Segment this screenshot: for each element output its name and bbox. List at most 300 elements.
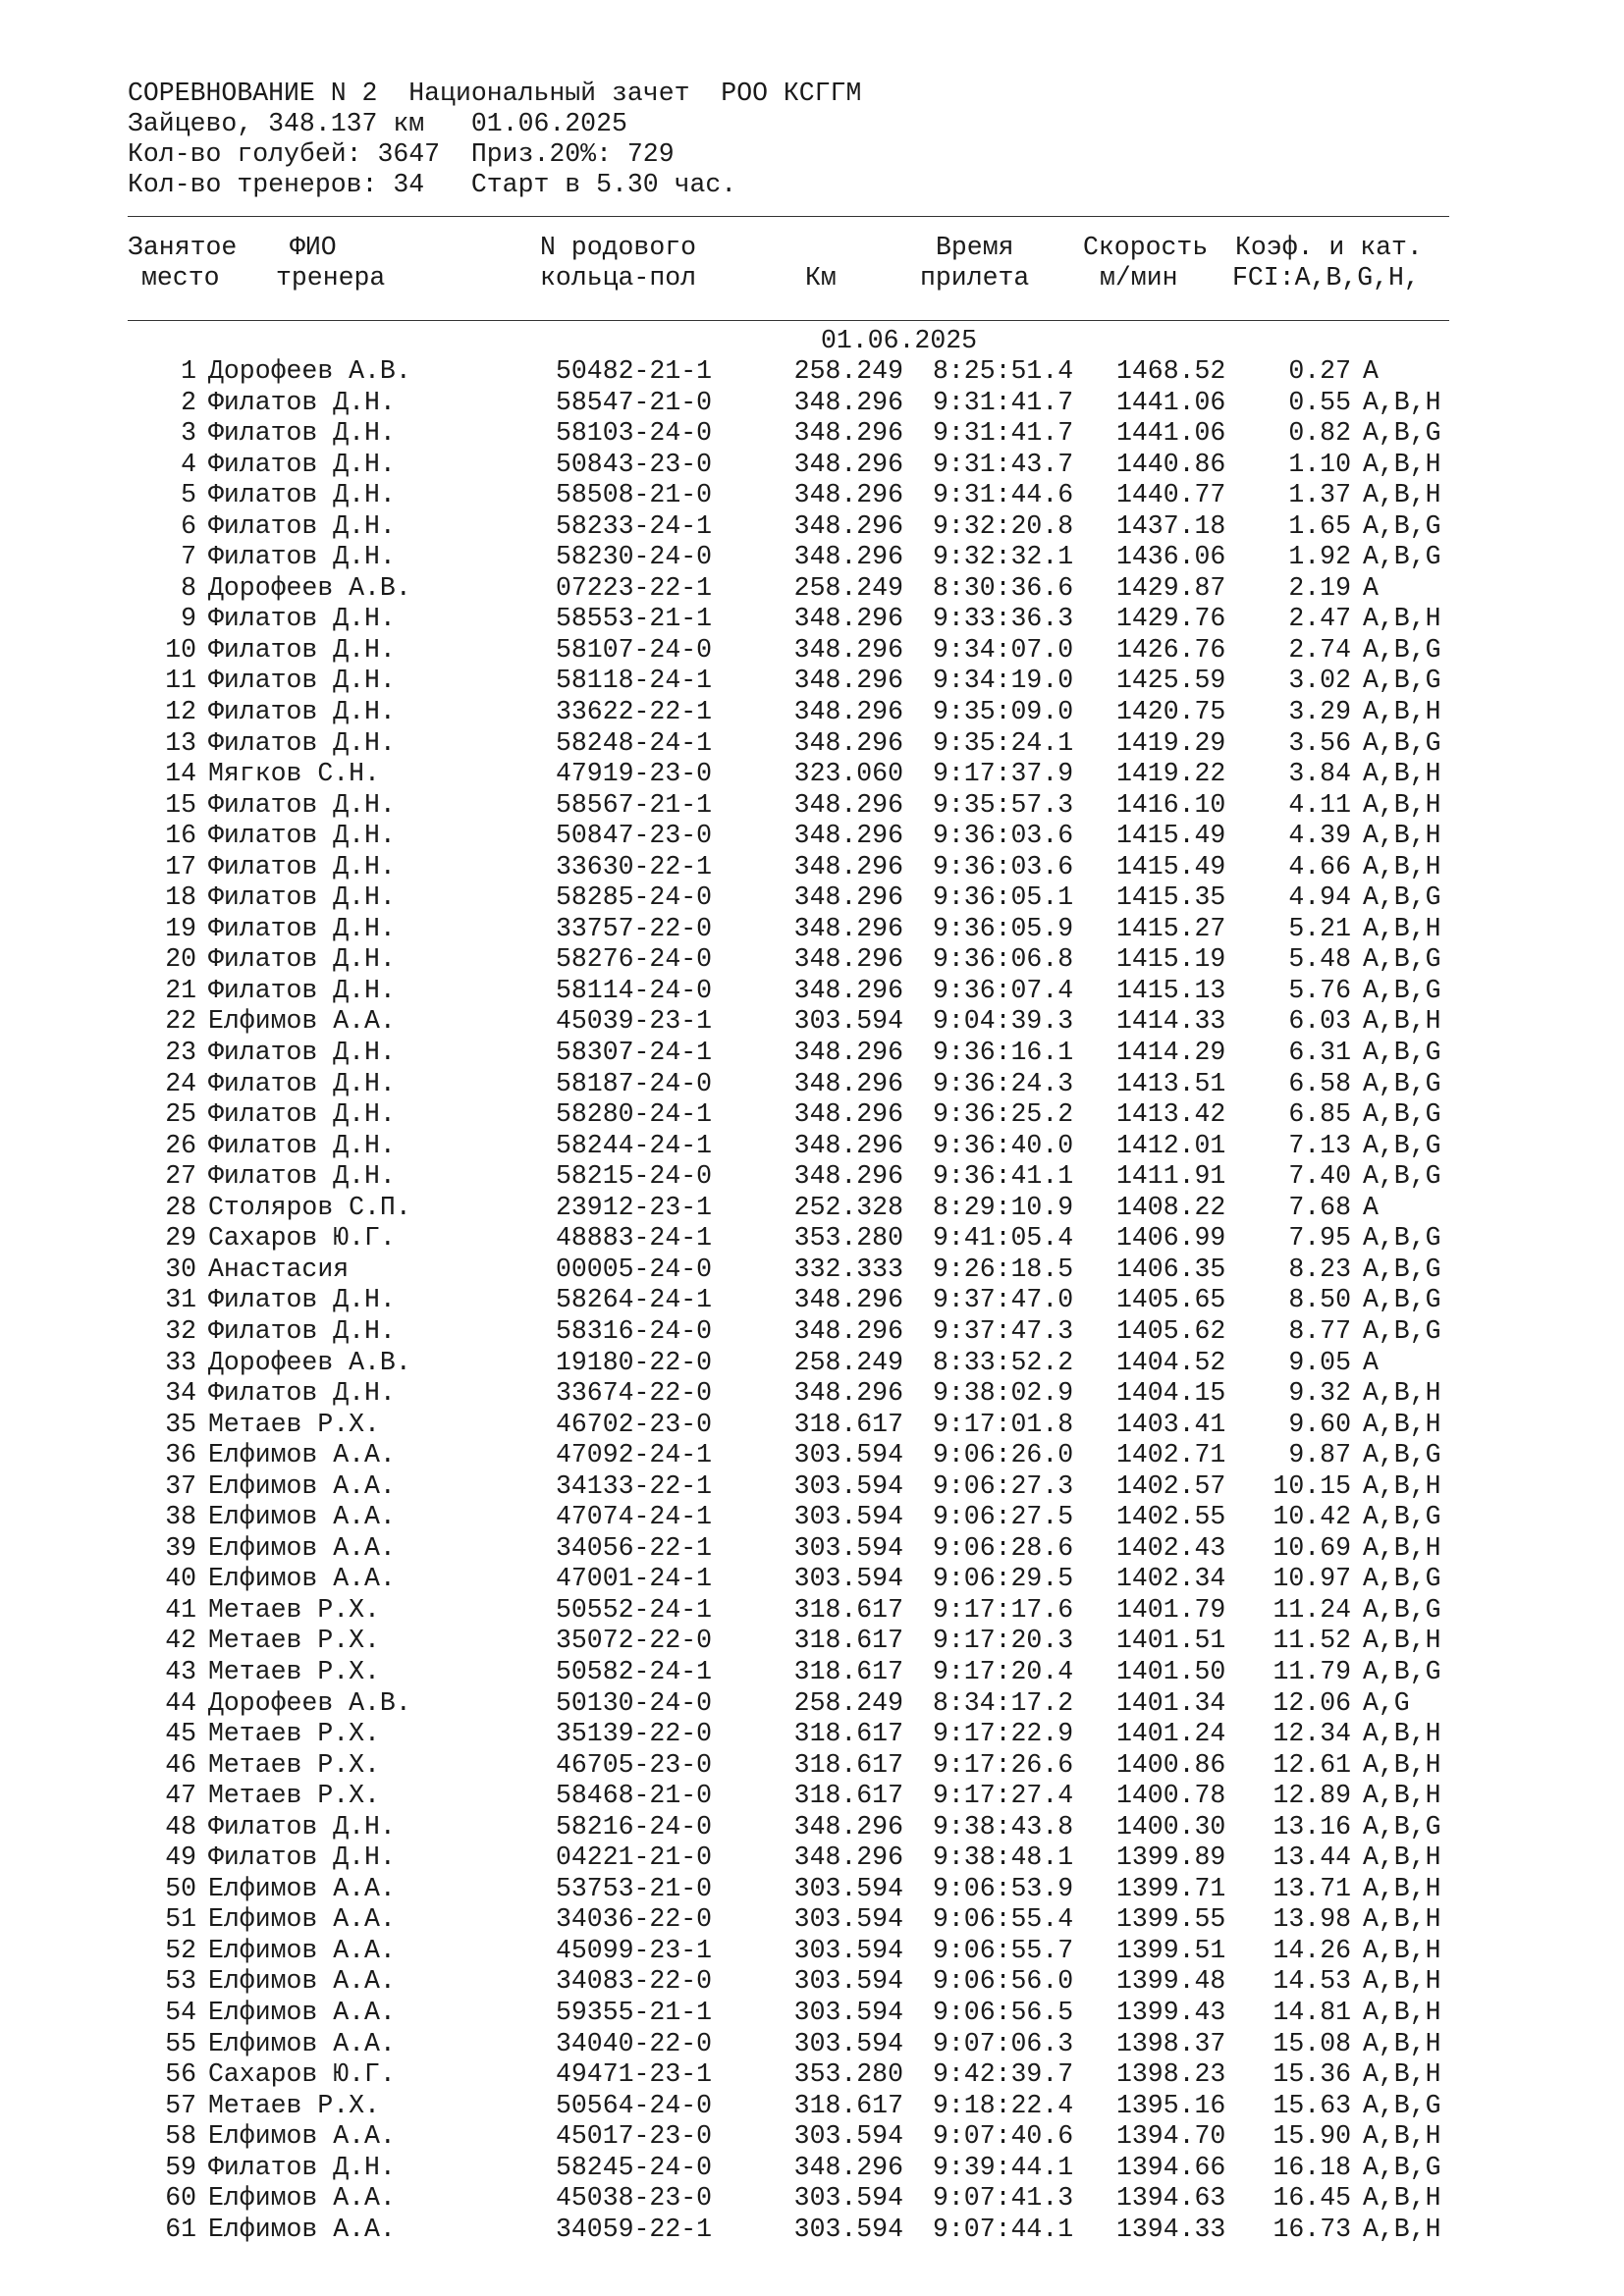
coefficient: 8.50 [1288,1285,1351,1315]
distance-km: 348.296 [793,510,903,541]
place: 36 [165,1440,196,1470]
table-row [0,1781,1624,1812]
arrival-time: 9:06:56.0 [933,1966,1074,1997]
fci-category: A,B,G [1363,1068,1441,1098]
distance-km: 348.296 [793,697,903,727]
col-speed-1: Скорость [1083,233,1209,262]
table-row [0,790,1624,822]
distance-km: 348.296 [793,1842,903,1873]
arrival-time: 9:06:27.5 [933,1502,1074,1532]
place: 22 [165,1006,196,1037]
place: 21 [165,975,196,1005]
ring-number: 58316-24-0 [556,1315,713,1346]
ring-number: 49471-23-1 [556,2059,713,2090]
ring-number: 58285-24-0 [556,882,713,913]
place: 49 [165,1842,196,1873]
coefficient: 9.32 [1288,1378,1351,1409]
speed: 1402.43 [1116,1532,1226,1563]
speed: 1405.65 [1116,1285,1226,1315]
speed: 1394.66 [1116,2152,1226,2182]
ring-number: 50847-23-0 [556,821,713,851]
coefficient: 6.58 [1288,1068,1351,1098]
trainer-name: Филатов Д.Н. [208,821,396,851]
table-row [0,821,1624,852]
ring-number: 00005-24-0 [556,1254,713,1284]
fci-category: A,B,G [1363,1315,1441,1346]
coefficient: 2.74 [1288,634,1351,665]
col-coef-1: Коэф. и кат. [1235,233,1423,262]
trainer-name: Сахаров Ю.Г. [208,1223,396,1254]
table-row [0,1099,1624,1131]
table-row [0,1006,1624,1038]
coefficient: 13.98 [1272,1904,1351,1935]
coefficient: 12.06 [1272,1687,1351,1718]
trainer-name: Филатов Д.Н. [208,510,396,541]
ring-number: 34059-22-1 [556,2214,713,2244]
arrival-time: 9:37:47.3 [933,1315,1074,1346]
trainer-name: Елфимов А.А. [208,1873,396,1903]
distance-km: 303.594 [793,1997,903,2027]
table-row [0,1626,1624,1657]
fci-category: A,B,G [1363,727,1441,758]
trainer-name: Филатов Д.Н. [208,944,396,975]
place: 1 [181,356,196,386]
trainer-name: Елфимов А.А. [208,2183,396,2214]
ring-number: 53753-21-0 [556,1873,713,1903]
distance-km: 348.296 [793,449,903,479]
table-row [0,1285,1624,1316]
arrival-time: 9:07:40.6 [933,2121,1074,2152]
trainer-name: Филатов Д.Н. [208,697,396,727]
coefficient: 7.13 [1288,1130,1351,1160]
distance-km: 318.617 [793,2090,903,2120]
coefficient: 6.31 [1288,1038,1351,1068]
speed: 1412.01 [1116,1130,1226,1160]
trainer-name: Елфимов А.А. [208,2214,396,2244]
table-row [0,882,1624,914]
fci-category: A,B,H [1363,1749,1441,1780]
speed: 1440.86 [1116,449,1226,479]
place: 56 [165,2059,196,2090]
speed: 1413.51 [1116,1068,1226,1098]
fci-category: A,B,H [1363,851,1441,881]
ring-number: 46705-23-0 [556,1749,713,1780]
fci-category: A,B,H [1363,913,1441,943]
place: 14 [165,759,196,789]
coefficient: 13.71 [1272,1873,1351,1903]
table-row [0,480,1624,511]
ring-number: 33630-22-1 [556,851,713,881]
coefficient: 0.55 [1288,387,1351,417]
col-ring-1: N родового [540,233,697,262]
trainer-name: Елфимов А.А. [208,2028,396,2058]
distance-km: 348.296 [793,851,903,881]
speed: 1401.51 [1116,1626,1226,1656]
distance-km: 348.296 [793,1161,903,1192]
place: 42 [165,1626,196,1656]
coefficient: 4.66 [1288,851,1351,881]
top-rule [128,216,1449,217]
trainer-name: Филатов Д.Н. [208,1038,396,1068]
distance-km: 348.296 [793,1038,903,1068]
trainer-name: Елфимов А.А. [208,1502,396,1532]
speed: 1436.06 [1116,542,1226,572]
speed: 1413.42 [1116,1099,1226,1130]
speed: 1441.06 [1116,387,1226,417]
fci-category: A,B,H [1363,759,1441,789]
fci-category: A,B,H [1363,1719,1441,1749]
distance-km: 258.249 [793,1687,903,1718]
ring-number: 45039-23-1 [556,1006,713,1037]
speed: 1419.22 [1116,759,1226,789]
col-coef-2: FCI:A,B,G,H, [1232,263,1420,293]
arrival-time: 8:33:52.2 [933,1347,1074,1377]
trainer-name: Елфимов А.А. [208,1564,396,1594]
table-row [0,1348,1624,1379]
coefficient: 9.05 [1288,1347,1351,1377]
place: 29 [165,1223,196,1254]
competition-title: СОРЕВНОВАНИЕ N 2 Национальный зачет РОО КСГГМ [128,79,862,108]
trainer-name: Метаев Р.Х. [208,1749,380,1780]
speed: 1414.33 [1116,1006,1226,1037]
trainer-name: Дорофеев А.В. [208,1347,411,1377]
speed: 1400.30 [1116,1811,1226,1842]
coefficient: 12.61 [1272,1749,1351,1780]
speed: 1402.57 [1116,1470,1226,1501]
ring-number: 58114-24-0 [556,975,713,1005]
fci-category: A,B,G [1363,1656,1441,1686]
trainer-name: Метаев Р.Х. [208,2090,380,2120]
coefficient: 4.11 [1288,789,1351,820]
arrival-time: 9:17:20.4 [933,1656,1074,1686]
table-row [0,1161,1624,1193]
speed: 1401.24 [1116,1719,1226,1749]
arrival-time: 8:34:17.2 [933,1687,1074,1718]
coefficient: 14.81 [1272,1997,1351,2027]
table-row [0,1750,1624,1782]
ring-number: 58233-24-1 [556,510,713,541]
place: 37 [165,1470,196,1501]
place: 11 [165,666,196,696]
arrival-time: 9:06:28.6 [933,1532,1074,1563]
fci-category: A,B,H [1363,1842,1441,1873]
speed: 1468.52 [1116,356,1226,386]
distance-km: 303.594 [793,2121,903,2152]
trainer-name: Метаев Р.Х. [208,1719,380,1749]
place: 10 [165,634,196,665]
ring-number: 58468-21-0 [556,1781,713,1811]
distance-km: 348.296 [793,821,903,851]
place: 3 [181,418,196,449]
distance-km: 332.333 [793,1254,903,1284]
table-row [0,697,1624,728]
trainer-name: Филатов Д.Н. [208,1811,396,1842]
coefficient: 1.65 [1288,510,1351,541]
table-row [0,728,1624,760]
place: 19 [165,913,196,943]
fci-category: A,B,H [1363,1409,1441,1439]
place: 55 [165,2028,196,2058]
fci-category: A [1363,572,1379,603]
trainer-name: Дорофеев А.В. [208,1687,411,1718]
table-row [0,573,1624,605]
trainer-name: Дорофеев А.В. [208,356,411,386]
speed: 1415.19 [1116,944,1226,975]
table-row [0,1904,1624,1936]
table-row [0,1378,1624,1410]
table-row [0,759,1624,790]
ring-number: 58248-24-1 [556,727,713,758]
place: 60 [165,2183,196,2214]
distance-km: 303.594 [793,1502,903,1532]
fci-category: A,B,H [1363,1532,1441,1563]
table-row [0,666,1624,697]
fci-category: A,G [1363,1687,1410,1718]
arrival-time: 9:36:24.3 [933,1068,1074,1098]
trainer-name: Филатов Д.Н. [208,975,396,1005]
place: 18 [165,882,196,913]
speed: 1406.35 [1116,1254,1226,1284]
arrival-time: 9:36:41.1 [933,1161,1074,1192]
ring-number: 58107-24-0 [556,634,713,665]
ring-number: 58567-21-1 [556,789,713,820]
fci-category: A,B,G [1363,975,1441,1005]
speed: 1419.29 [1116,727,1226,758]
place: 17 [165,851,196,881]
speed: 1416.10 [1116,789,1226,820]
coefficient: 3.56 [1288,727,1351,758]
speed: 1411.91 [1116,1161,1226,1192]
coefficient: 10.15 [1272,1470,1351,1501]
coefficient: 9.87 [1288,1440,1351,1470]
speed: 1415.49 [1116,851,1226,881]
table-row [0,2121,1624,2153]
arrival-time: 9:36:03.6 [933,851,1074,881]
ring-number: 33674-22-0 [556,1378,713,1409]
distance-km: 323.060 [793,759,903,789]
trainer-name: Метаев Р.Х. [208,1781,380,1811]
fci-category: A,B,H [1363,1470,1441,1501]
speed: 1402.34 [1116,1564,1226,1594]
coefficient: 1.10 [1288,449,1351,479]
col-name-2: тренера [276,263,386,293]
distance-km: 348.296 [793,480,903,510]
table-row [0,1842,1624,1874]
ring-number: 50564-24-0 [556,2090,713,2120]
ring-number: 50130-24-0 [556,1687,713,1718]
arrival-time: 9:07:41.3 [933,2183,1074,2214]
arrival-time: 9:42:39.7 [933,2059,1074,2090]
distance-km: 303.594 [793,2214,903,2244]
table-row [0,1410,1624,1441]
speed: 1420.75 [1116,697,1226,727]
table-row [0,2029,1624,2060]
col-place-1: Занятое [128,233,238,262]
distance-km: 348.296 [793,1315,903,1346]
coefficient: 16.45 [1272,2183,1351,2214]
distance-km: 318.617 [793,1409,903,1439]
speed: 1399.55 [1116,1904,1226,1935]
trainer-name: Елфимов А.А. [208,1966,396,1997]
table-row [0,1038,1624,1069]
ring-number: 58307-24-1 [556,1038,713,1068]
fci-category: A,B,G [1363,2152,1441,2182]
ring-number: 58187-24-0 [556,1068,713,1098]
place: 20 [165,944,196,975]
speed: 1405.62 [1116,1315,1226,1346]
speed: 1406.99 [1116,1223,1226,1254]
coefficient: 6.03 [1288,1006,1351,1037]
ring-number: 47001-24-1 [556,1564,713,1594]
trainer-name: Метаев Р.Х. [208,1409,380,1439]
trainer-name: Метаев Р.Х. [208,1594,380,1625]
trainer-name: Филатов Д.Н. [208,604,396,634]
coefficient: 11.79 [1272,1656,1351,1686]
speed: 1399.48 [1116,1966,1226,1997]
trainer-name: Филатов Д.Н. [208,1315,396,1346]
distance-km: 303.594 [793,1006,903,1037]
coefficient: 5.48 [1288,944,1351,975]
col-speed-2: м/мин [1100,263,1178,293]
arrival-time: 9:38:02.9 [933,1378,1074,1409]
place: 32 [165,1315,196,1346]
speed: 1398.37 [1116,2028,1226,2058]
header-bottom-rule [128,320,1449,321]
fci-category: A,B,G [1363,1130,1441,1160]
fci-category: A,B,H [1363,480,1441,510]
place: 38 [165,1502,196,1532]
table-row [0,1502,1624,1533]
col-name-1: ФИО [290,233,337,262]
table-row [0,1223,1624,1255]
speed: 1399.43 [1116,1997,1226,2027]
table-row [0,1719,1624,1750]
arrival-time: 9:35:09.0 [933,697,1074,727]
trainer-name: Филатов Д.Н. [208,1285,396,1315]
coefficient: 4.94 [1288,882,1351,913]
distance-km: 303.594 [793,1935,903,1965]
trainer-name: Филатов Д.Н. [208,449,396,479]
table-row [0,1564,1624,1595]
coefficient: 14.26 [1272,1935,1351,1965]
trainer-name: Столяров С.П. [208,1192,411,1222]
ring-number: 45038-23-0 [556,2183,713,2214]
distance-km: 303.594 [793,1440,903,1470]
place: 8 [181,572,196,603]
place: 28 [165,1192,196,1222]
arrival-time: 9:06:53.9 [933,1873,1074,1903]
distance-km: 318.617 [793,1749,903,1780]
distance-km: 348.296 [793,542,903,572]
table-row [0,2091,1624,2122]
table-row [0,1657,1624,1688]
arrival-time: 9:17:27.4 [933,1781,1074,1811]
ring-number: 34083-22-0 [556,1966,713,1997]
table-row [0,1533,1624,1565]
distance-km: 353.280 [793,2059,903,2090]
arrival-time: 9:41:05.4 [933,1223,1074,1254]
ring-number: 58244-24-1 [556,1130,713,1160]
place: 54 [165,1997,196,2027]
table-row [0,1069,1624,1100]
arrival-time: 9:36:40.0 [933,1130,1074,1160]
arrival-time: 9:07:06.3 [933,2028,1074,2058]
arrival-time: 9:31:44.6 [933,480,1074,510]
ring-number: 59355-21-1 [556,1997,713,2027]
ring-number: 35072-22-0 [556,1626,713,1656]
table-row [0,2059,1624,2091]
trainer-name: Елфимов А.А. [208,1470,396,1501]
speed: 1440.77 [1116,480,1226,510]
fci-category: A,B,G [1363,1038,1441,1068]
arrival-time: 9:06:26.0 [933,1440,1074,1470]
coefficient: 16.73 [1272,2214,1351,2244]
ring-number: 58280-24-1 [556,1099,713,1130]
coefficient: 4.39 [1288,821,1351,851]
coefficient: 1.37 [1288,480,1351,510]
ring-number: 50582-24-1 [556,1656,713,1686]
fci-category: A,B,G [1363,1223,1441,1254]
trainer-name: Филатов Д.Н. [208,542,396,572]
trainer-name: Метаев Р.Х. [208,1656,380,1686]
fci-category: A,B,H [1363,2028,1441,2058]
arrival-time: 9:17:17.6 [933,1594,1074,1625]
trainer-name: Анастасия [208,1254,350,1284]
arrival-time: 9:18:22.4 [933,2090,1074,2120]
table-row [0,388,1624,419]
fci-category: A,B,G [1363,542,1441,572]
fci-category: A,B,G [1363,1811,1441,1842]
distance-km: 348.296 [793,944,903,975]
speed: 1415.27 [1116,913,1226,943]
table-row [0,1812,1624,1843]
trainer-name: Филатов Д.Н. [208,1161,396,1192]
coefficient: 5.21 [1288,913,1351,943]
fci-category: A,B,H [1363,1935,1441,1965]
ring-number: 58245-24-0 [556,2152,713,2182]
fci-category: A,B,G [1363,882,1441,913]
place: 9 [181,604,196,634]
fci-category: A,B,G [1363,1285,1441,1315]
ring-number: 58264-24-1 [556,1285,713,1315]
trainer-name: Филатов Д.Н. [208,666,396,696]
trainer-name: Филатов Д.Н. [208,913,396,943]
fci-category: A,B,H [1363,1873,1441,1903]
coefficient: 12.89 [1272,1781,1351,1811]
distance-km: 348.296 [793,882,903,913]
coefficient: 9.60 [1288,1409,1351,1439]
coefficient: 2.19 [1288,572,1351,603]
trainer-name: Филатов Д.Н. [208,851,396,881]
ring-number: 34040-22-0 [556,2028,713,2058]
ring-number: 58216-24-0 [556,1811,713,1842]
place: 46 [165,1749,196,1780]
coefficient: 3.02 [1288,666,1351,696]
fci-category: A [1363,1192,1379,1222]
table-row [0,1255,1624,1286]
ring-number: 19180-22-0 [556,1347,713,1377]
arrival-time: 9:31:41.7 [933,387,1074,417]
coefficient: 0.82 [1288,418,1351,449]
table-row [0,1936,1624,1967]
coefficient: 11.24 [1272,1594,1351,1625]
ring-number: 33622-22-1 [556,697,713,727]
speed: 1414.29 [1116,1038,1226,1068]
place: 40 [165,1564,196,1594]
speed: 1429.87 [1116,572,1226,603]
speed: 1408.22 [1116,1192,1226,1222]
trainer-name: Филатов Д.Н. [208,1130,396,1160]
